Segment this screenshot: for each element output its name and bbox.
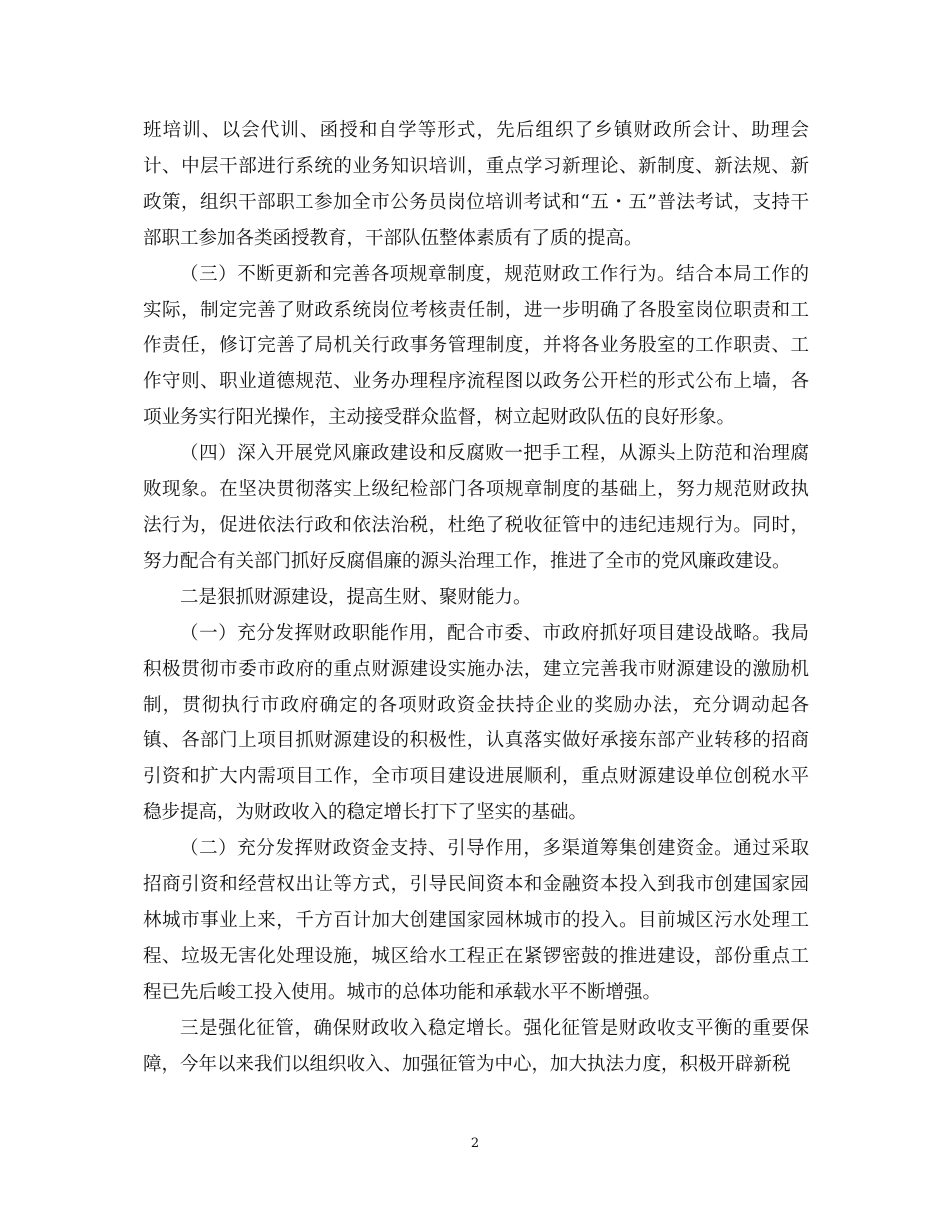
paragraph — [143, 580, 809, 616]
text-line: 稳步提高，为财政收入的稳定增长打下了坚实的基础。 — [143, 802, 588, 824]
text-line: 镇、各部门上项目抓财源建设的积极性，认真落实做好承接东部产业转移的招商 — [143, 730, 809, 752]
text-line: 努力配合有关部门抓好反腐倡廉的源头治理工作，推进了全市的党风廉政建设。 — [143, 550, 791, 572]
text-line: 程、垃圾无害化处理设施，城区给水工程正在紧锣密鼓的推进建设，部份重点工 — [143, 945, 809, 967]
paragraph — [143, 436, 809, 580]
text-line: （三）不断更新和完善各项规章制度，规范财政工作行为。结合本局工作的 — [180, 263, 809, 285]
text-line: 林城市事业上来，千方百计加大创建国家园林城市的投入。目前城区污水处理工 — [143, 909, 809, 931]
paragraph — [143, 113, 809, 257]
text-line: 引资和扩大内需项目工作，全市项目建设进展顺利，重点财源建设单位创税水平 — [143, 766, 809, 788]
text-line: 招商引资和经营权出让等方式，引导民间资本和金融资本投入到我市创建国家园 — [143, 874, 809, 896]
text-line: 作责任，修订完善了局机关行政事务管理制度，并将各业务股室的工作职责、工 — [143, 335, 809, 357]
text-line: 制，贯彻执行市政府确定的各项财政资金扶持企业的奖励办法，充分调动起各 — [143, 694, 809, 716]
text-line: （二）充分发挥财政资金支持、引导作用，多渠道筹集创建资金。通过采取 — [180, 838, 809, 860]
paragraph — [143, 1011, 809, 1083]
text-line: 项业务实行阳光操作，主动接受群众监督，树立起财政队伍的良好形象。 — [143, 407, 736, 429]
text-line: 败现象。在坚决贯彻落实上级纪检部门各项规章制度的基础上，努力规范财政执 — [143, 479, 809, 501]
text-line: 二是狠抓财源建设，提高生财、聚财能力。 — [180, 586, 532, 608]
paragraph — [143, 257, 809, 437]
text-line: 班培训、以会代训、函授和自学等形式，先后组织了乡镇财政所会计、助理会 — [143, 120, 809, 141]
text-line: （一）充分发挥财政职能作用，配合市委、市政府抓好项目建设战略。我局 — [180, 622, 809, 644]
text-line: 计、中层干部进行系统的业务知识培训，重点学习新理论、新制度、新法规、新 — [143, 155, 809, 177]
text-line: 法行为，促进依法行政和依法治税，杜绝了税收征管中的违纪违规行为。同时， — [143, 514, 809, 536]
paragraph — [143, 831, 809, 1011]
text-line: 程已先后峻工投入使用。城市的总体功能和承载水平不断增强。 — [143, 981, 662, 1003]
text-line: 部职工参加各类函授教育，干部队伍整体素质有了质的提高。 — [143, 227, 643, 249]
text-line: 作守则、职业道德规范、业务办理程序流程图以政务公开栏的形式公布上墙，各 — [143, 371, 809, 393]
document-body — [143, 113, 809, 1082]
text-line: 政策，组织干部职工参加全市公务员岗位培训考试和“五・五”普法考试，支持干 — [143, 191, 809, 213]
text-line: 积极贯彻市委市政府的重点财源建设实施办法，建立完善我市财源建设的激励机 — [143, 658, 809, 680]
text-line: 三是强化征管，确保财政收入稳定增长。强化征管是财政收支平衡的重要保 — [180, 1017, 809, 1039]
page-number: 2 — [470, 1136, 480, 1151]
paragraph — [143, 616, 809, 831]
text-line: 实际，制定完善了财政系统岗位考核责任制，进一步明确了各股室岗位职责和工 — [143, 299, 809, 321]
text-line: 障，今年以来我们以组织收入、加强征管为中心，加大执法力度，积极开辟新税 — [143, 1053, 791, 1075]
text-line: （四）深入开展党风廉政建设和反腐败一把手工程，从源头上防范和治理腐 — [180, 443, 809, 465]
